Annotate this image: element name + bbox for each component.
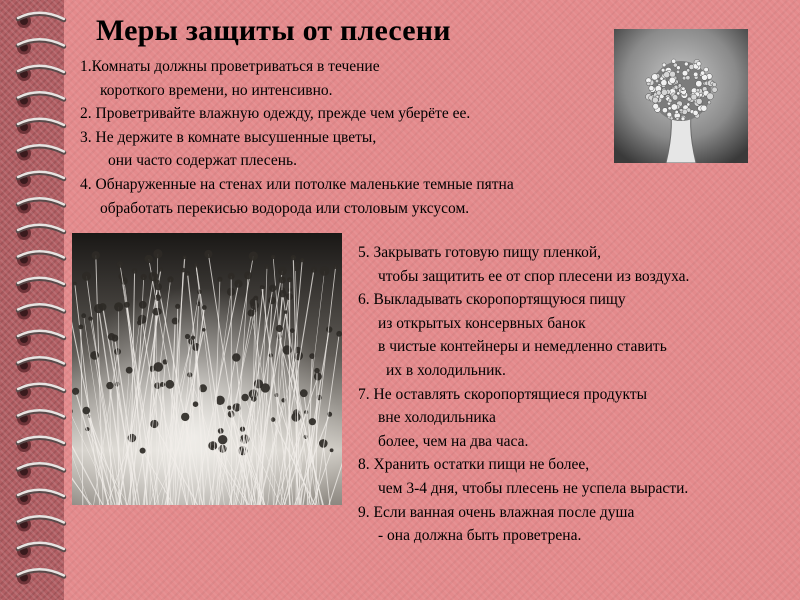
tip-1-line-2: короткого времени, но интенсивно.: [100, 81, 333, 99]
tip-1-line-1: 1.Комнаты должны проветриваться в течение: [80, 58, 380, 75]
tip-5-line-2: чтобы защитить ее от спор плесени из воздуха.: [378, 267, 690, 285]
tip-4-line-1: 4. Обнаруженные на стенах или потолке маленькие темные пятна: [80, 175, 514, 193]
tip-6-line-1: 6. Выкладывать скоропортящуюся пищу: [358, 291, 626, 309]
mold-colony-photo: [72, 233, 342, 505]
page-title: Меры защиты от плесени: [96, 14, 451, 47]
tip-7-line-1: 7. Не оставлять скоропортящиеся продукты: [358, 385, 648, 403]
tip-3-line-2: они часто содержат плесень.: [108, 152, 297, 170]
tip-6-line-3: в чистые контейнеры и немедленно ставить: [378, 338, 667, 356]
tip-8-line-1: 8. Хранить остатки пищи не более,: [358, 456, 590, 474]
tip-9-line-2: - она должна быть проветрена.: [378, 527, 582, 545]
tip-6-line-4: их в холодильник.: [386, 361, 506, 379]
tip-2: 2. Проветривайте влажную одежду, прежде чем уберёте ее.: [80, 105, 471, 123]
tip-7-line-3: более, чем на два часа.: [378, 432, 529, 450]
tip-8-line-2: чем 3-4 дня, чтобы плесень не успела вырасти.: [378, 479, 689, 497]
tip-7-line-2: вне холодильника: [378, 409, 496, 427]
mold-microscope-photo: [614, 29, 748, 163]
tip-4-line-2: обработать перекисью водорода или столовым уксусом.: [100, 199, 470, 217]
tips-list-right: [358, 241, 689, 548]
tip-5-line-1: 5. Закрывать готовую пищу пленкой,: [358, 244, 601, 261]
tip-6-line-2: из открытых консервных банок: [378, 314, 586, 332]
tip-3-line-1: 3. Не держите в комнате высушенные цветы,: [80, 128, 377, 146]
tips-list-left: [80, 55, 514, 220]
tip-9-line-1: 9. Если ванная очень влажная после душа: [358, 503, 635, 521]
